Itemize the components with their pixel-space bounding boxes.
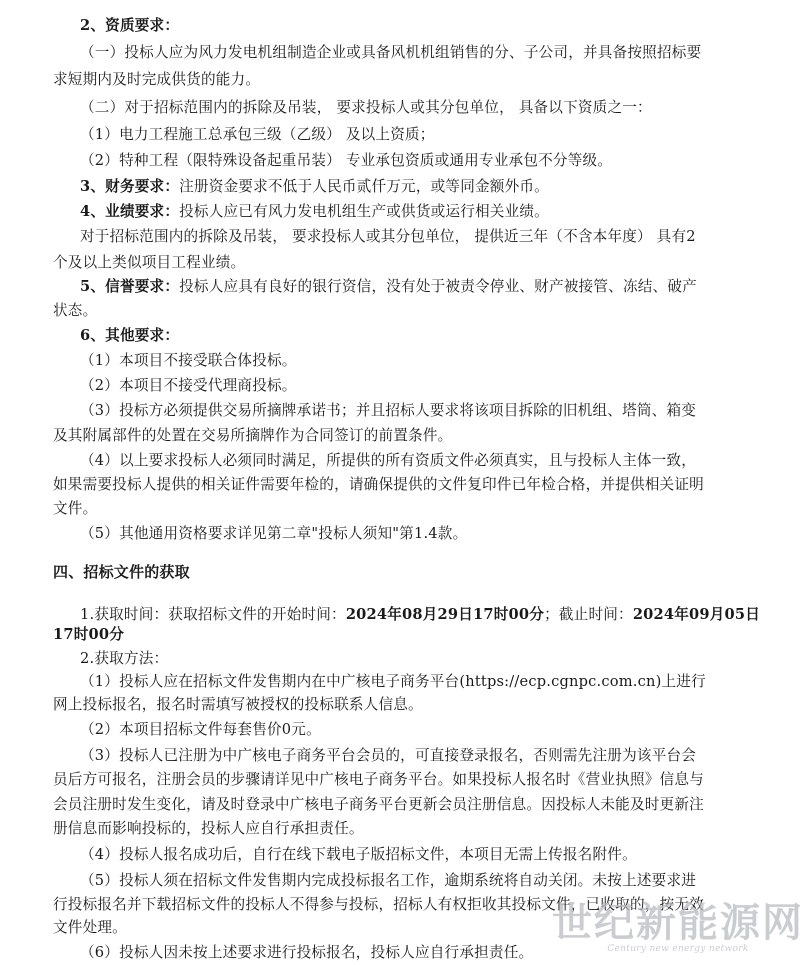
text-segment: 及其附属部件的处置在交易所摘牌作为合同签订的前置条件。 bbox=[53, 427, 453, 444]
text-segment: 员后方可报名，注册会员的步骤请详见中广核电子商务平台。如果投标人报名时《营业执照》信息与 bbox=[53, 771, 704, 788]
text-segment: （4）投标人报名成功后，自行在线下载电子版招标文件，本项目无需上传报名附件。 bbox=[80, 846, 637, 863]
text-segment: （1）电力工程施工总承包三级（乙级） 及以上资质； bbox=[80, 126, 435, 143]
text-line bbox=[80, 324, 179, 348]
text-segment: （2）本项目招标文件每套售价0元。 bbox=[80, 721, 321, 738]
text-line bbox=[53, 560, 190, 585]
text-line bbox=[53, 473, 704, 497]
text-line bbox=[53, 68, 260, 92]
text-segment: 会员注册时发生变化，请及时登录中广核电子商务平台更新会员注册信息。因投标人未能及时更新注 bbox=[53, 796, 704, 813]
text-segment: 对于招标范围内的拆除及吊装， 要求投标人或其分包单位， 提供近三年（不含本年度） 具有2 bbox=[80, 228, 696, 245]
text-line bbox=[80, 374, 297, 398]
text-segment: （5）其他通用资格要求详见第二章"投标人须知"第1.4款。 bbox=[80, 525, 468, 542]
text-segment: ；截止时间： bbox=[544, 606, 633, 623]
text-line bbox=[80, 843, 637, 867]
text-segment: 册信息而影响投标的，投标人应自行承担责任。 bbox=[53, 820, 364, 837]
text-line bbox=[80, 449, 696, 473]
text-segment: 求短期内及时完成供货的能力。 bbox=[53, 71, 261, 88]
text-line bbox=[53, 768, 704, 792]
text-line bbox=[53, 793, 704, 817]
text-line bbox=[80, 123, 435, 147]
text-segment: 网上投标报名，报名时需填写被授权的投标联系人信息。 bbox=[53, 696, 423, 713]
text-line bbox=[53, 817, 364, 841]
watermark-subtitle: Century new energy network bbox=[607, 944, 749, 954]
text-segment: 个及以上类似项目工程业绩。 bbox=[53, 254, 246, 271]
text-segment: （1）本项目不接受联合体投标。 bbox=[80, 352, 297, 369]
text-segment: 1.获取时间：获取招标文件的开始时间： bbox=[80, 606, 346, 623]
text-segment: 注册资金要求不低于人民币贰仟万元，或等同金额外币。 bbox=[179, 178, 549, 195]
text-line bbox=[80, 149, 612, 173]
bold-label: 4、业绩要求： bbox=[80, 203, 180, 220]
watermark-logo bbox=[552, 899, 804, 954]
bold-label: 6、其他要求： bbox=[80, 327, 180, 344]
text-line bbox=[80, 41, 701, 65]
text-segment: （2）本项目不接受代理商投标。 bbox=[80, 377, 297, 394]
text-line bbox=[80, 96, 652, 120]
text-line bbox=[53, 424, 452, 448]
text-line bbox=[80, 200, 549, 224]
text-segment: 状态。 bbox=[53, 302, 98, 319]
text-line bbox=[80, 718, 321, 742]
text-segment: 投标人应具有良好的银行资信，没有处于被责令停业、财产被接管、冻结、破产 bbox=[179, 278, 697, 295]
text-line bbox=[53, 251, 245, 275]
text-segment: 文件。 bbox=[53, 500, 98, 517]
text-segment: （1）投标人应在招标文件发售期内在中广核电子商务平台(https://ecp.cgnpc.com.cn)上进行 bbox=[80, 673, 706, 690]
text-line bbox=[80, 522, 467, 546]
text-segment: 投标人应已有风力发电机组生产或供货或运行相关业绩。 bbox=[179, 203, 549, 220]
text-line bbox=[80, 744, 696, 768]
text-segment: 文件处理。 bbox=[53, 919, 127, 936]
text-line bbox=[80, 225, 696, 249]
text-line bbox=[53, 693, 423, 717]
text-segment: （5）投标人须在招标文件发售期内完成投标报名工作，逾期系统将自动关闭。未按上述要求进 bbox=[80, 872, 697, 889]
watermark-title: 世纪新能源网 bbox=[552, 899, 804, 946]
text-line bbox=[53, 497, 97, 521]
text-segment: （3）投标方必须提供交易所摘牌承诺书；并且招标人要求将该项目拆除的旧机组、塔筒、箱变 bbox=[80, 402, 697, 419]
bold-label: 2、资质要求： bbox=[80, 17, 180, 34]
text-line bbox=[53, 623, 124, 647]
text-line bbox=[80, 399, 696, 423]
bold-label: 5、信誉要求： bbox=[80, 278, 180, 295]
section-heading: 四、招标文件的获取 bbox=[53, 563, 190, 581]
bold-label: 2024年08月29日17时00分 bbox=[345, 606, 545, 623]
bold-label: 2024年09月05日 bbox=[632, 606, 761, 623]
bold-label: 3、财务要求： bbox=[80, 178, 180, 195]
text-line bbox=[80, 275, 697, 299]
text-line bbox=[80, 670, 706, 694]
text-segment: （6）投标人因未按上述要求进行投标报名，投标人应自行承担责任。 bbox=[80, 944, 534, 961]
text-segment: （3）投标人已注册为中广核电子商务平台会员的，可直接登录报名，否则需先注册为该平台会 bbox=[80, 747, 697, 764]
text-line bbox=[53, 916, 127, 940]
text-segment: （4）以上要求投标人必须同时满足，所提供的所有资质文件必须真实，且与投标人主体一致， bbox=[80, 452, 697, 469]
text-line bbox=[80, 647, 168, 671]
text-line bbox=[80, 603, 760, 627]
text-segment: 2.获取方法： bbox=[80, 650, 169, 667]
text-line bbox=[53, 299, 97, 323]
text-segment: （2）特种工程（限特殊设备起重吊装） 专业承包资质或通用专业承包不分等级。 bbox=[80, 152, 613, 169]
text-line bbox=[80, 349, 297, 373]
text-line bbox=[80, 175, 549, 199]
bold-label: 17时00分 bbox=[53, 626, 125, 643]
text-segment: （一）投标人应为风力发电机组制造企业或具备风机机组销售的分、子公司，并具备按照招标要 bbox=[80, 44, 702, 61]
text-line bbox=[80, 869, 696, 893]
text-segment: 如果需要投标人提供的相关证件需要年检的，请确保提供的文件复印件已年检合格，并提供相关证明 bbox=[53, 476, 704, 493]
text-segment: （二）对于招标范围内的拆除及吊装， 要求投标人或其分包单位， 具备以下资质之一： bbox=[80, 99, 652, 116]
text-line bbox=[80, 941, 533, 965]
text-segment: 行投标报名并下载招标文件的投标人不得参与投标，招标人有权拒收其投标文件，已收取的，按无效 bbox=[53, 896, 704, 913]
text-line bbox=[80, 14, 179, 38]
